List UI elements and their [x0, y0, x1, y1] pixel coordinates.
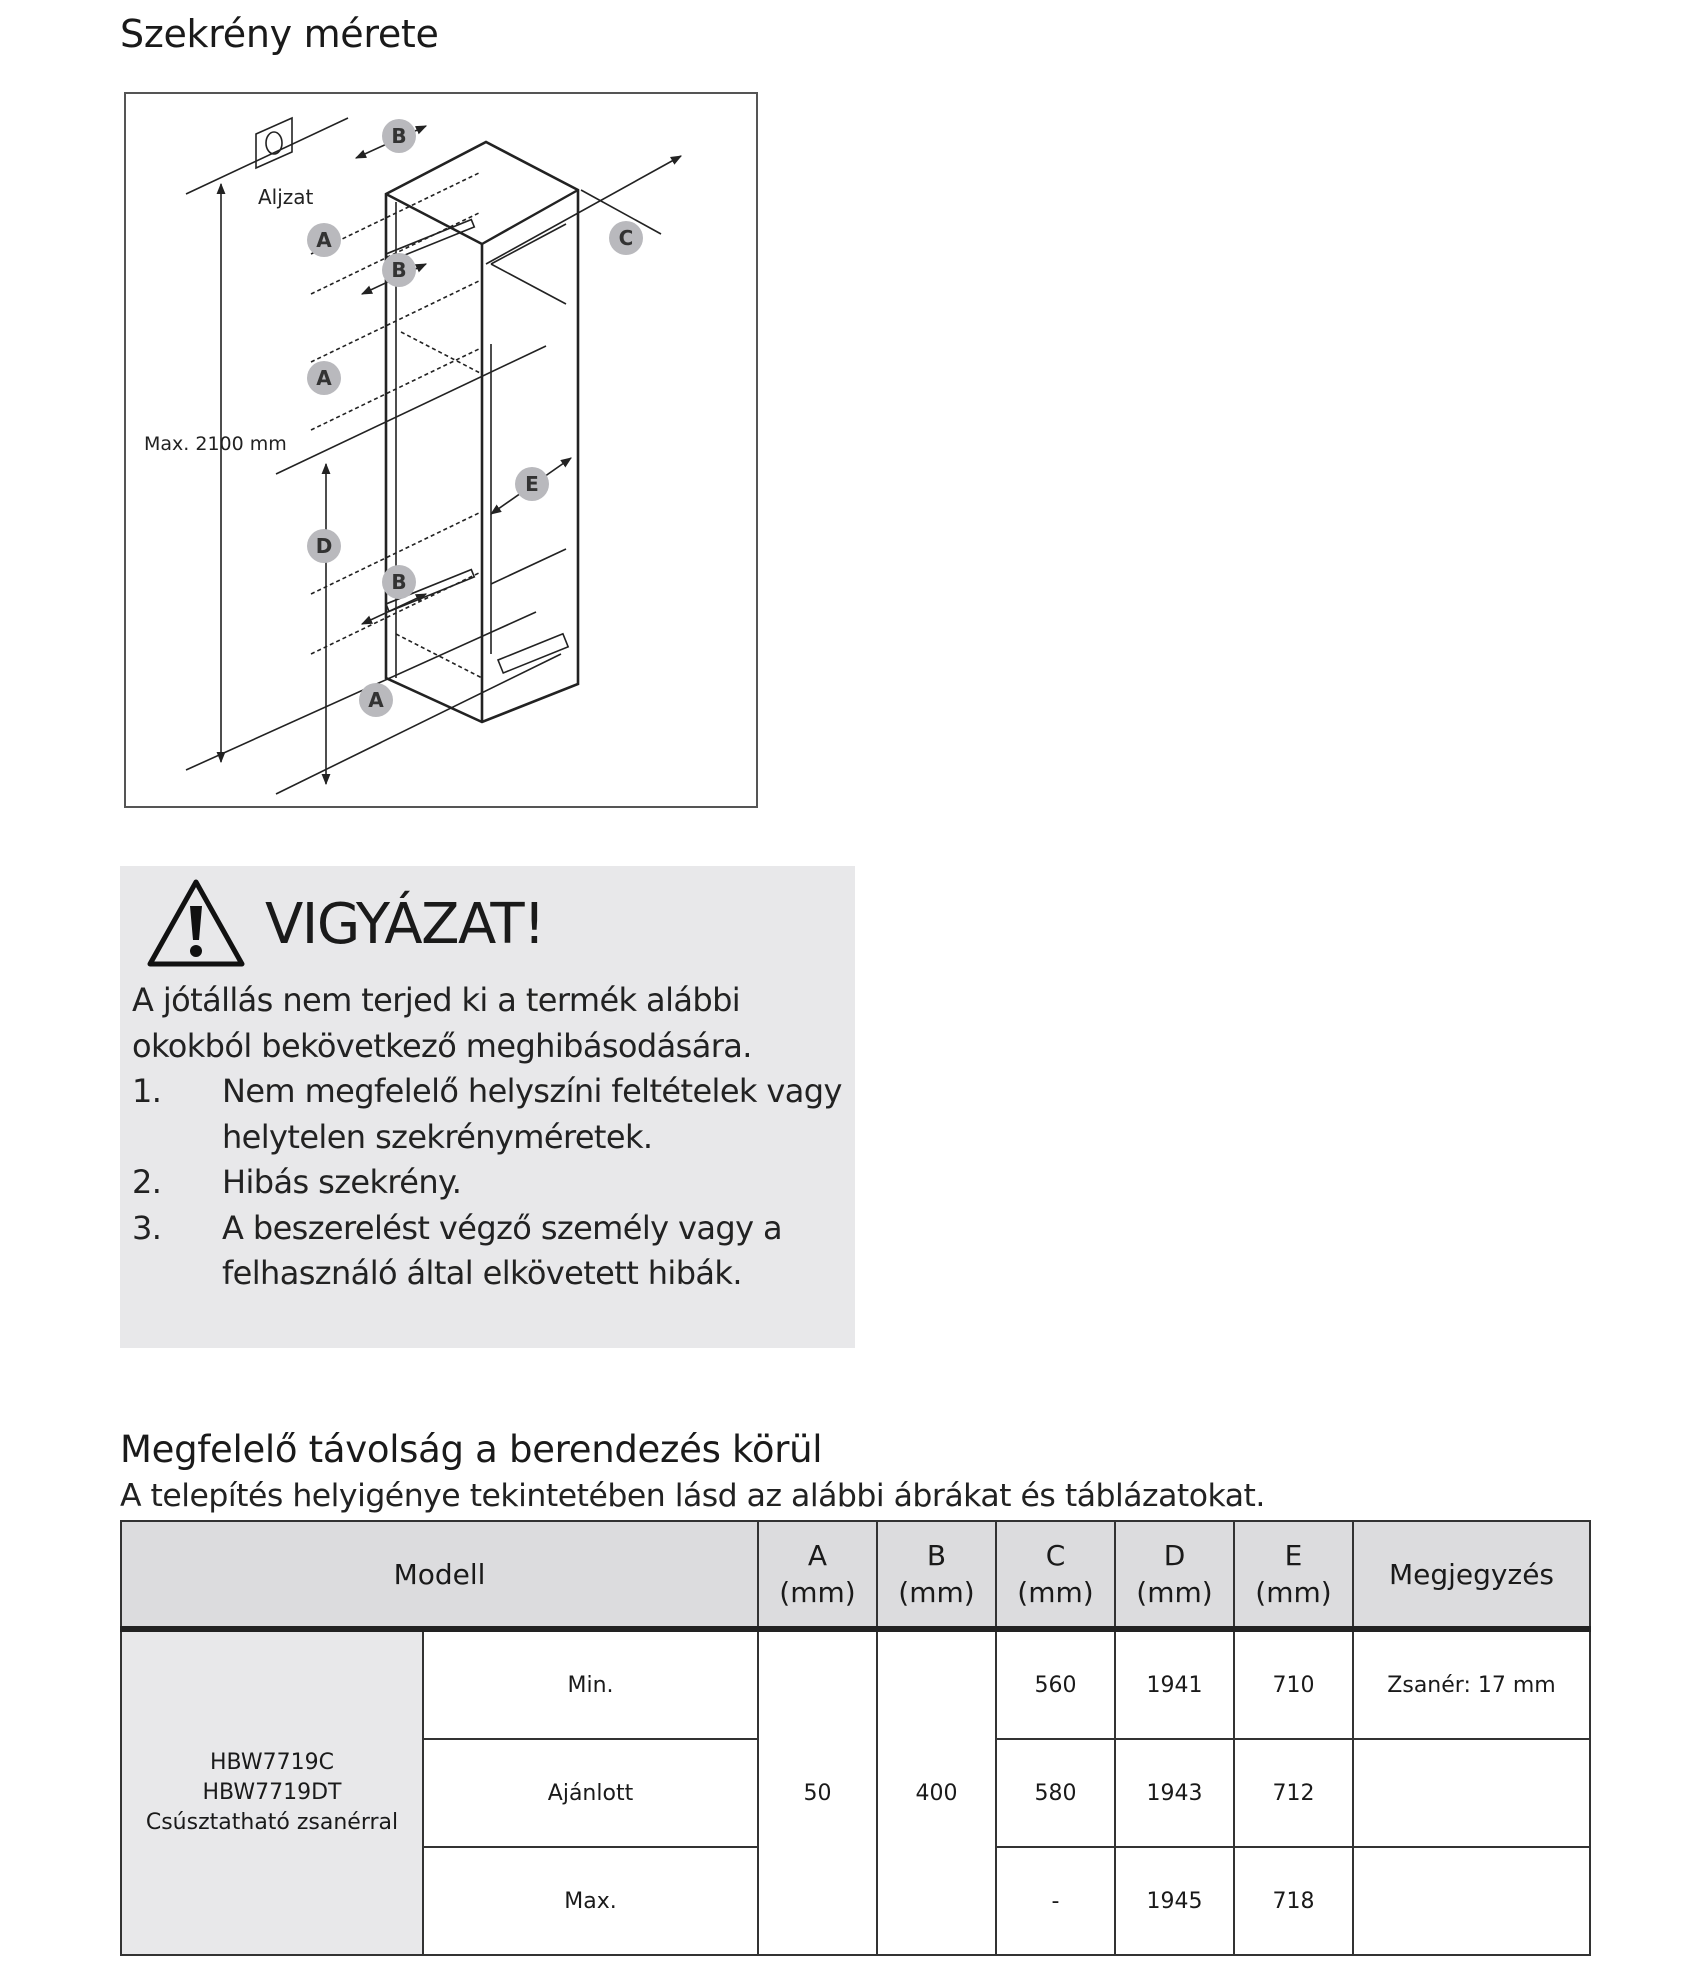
warning-list: [132, 1069, 847, 1297]
warning-item-text: Nem megfelelő helyszíni feltételek vagy helytelen szekrényméretek.: [222, 1072, 842, 1156]
value-c: 560: [996, 1629, 1115, 1739]
table-row: [121, 1629, 1590, 1739]
header-b: B (mm): [877, 1521, 996, 1629]
value-c: 580: [996, 1739, 1115, 1847]
label-a-bottom: A: [368, 688, 384, 712]
warning-item-2: [132, 1160, 847, 1206]
cabinet-diagram: [124, 92, 758, 808]
header-model: Modell: [121, 1521, 758, 1629]
table-header-row: [121, 1521, 1590, 1629]
header-c: C (mm): [996, 1521, 1115, 1629]
warning-triangle-icon: [144, 876, 248, 972]
value-e: 710: [1234, 1629, 1353, 1739]
label-b-top: B: [391, 124, 407, 148]
row-label: Max.: [423, 1847, 758, 1955]
warning-title: VIGYÁZAT!: [265, 892, 545, 957]
warning-item-number: 3.: [132, 1208, 162, 1247]
value-d: 1943: [1115, 1739, 1234, 1847]
row-label: Min.: [423, 1629, 758, 1739]
value-note: [1353, 1739, 1590, 1847]
label-a-middle: A: [316, 366, 332, 390]
value-e: 718: [1234, 1847, 1353, 1955]
warning-intro: A jótállás nem terjed ki a termék alábbi okokból bekövetkező meghibásodására.: [132, 981, 752, 1065]
model-cell: HBW7719C HBW7719DT Csúsztatható zsanérral: [121, 1629, 423, 1955]
header-e: E (mm): [1234, 1521, 1353, 1629]
warning-box: [120, 866, 855, 1348]
value-b: 400: [877, 1629, 996, 1955]
warning-item-number: 1.: [132, 1072, 162, 1110]
header-note: Megjegyzés: [1353, 1521, 1590, 1629]
warning-item-1: [132, 1069, 847, 1160]
value-d: 1941: [1115, 1629, 1234, 1739]
header-a: A (mm): [758, 1521, 877, 1629]
max-height-label: Max. 2100 mm: [144, 433, 287, 455]
socket-label: Aljzat: [258, 185, 314, 209]
warning-item-3: [132, 1206, 847, 1297]
label-b-middle: B: [391, 258, 407, 282]
dimensions-table: [120, 1520, 1591, 1956]
label-c: C: [618, 226, 634, 250]
label-d: D: [315, 534, 333, 558]
section-title-clearance: Megfelelő távolság a berendezés körül: [120, 1428, 823, 1471]
label-a-top: A: [316, 228, 332, 252]
row-label: Ajánlott: [423, 1739, 758, 1847]
warning-item-text: A beszerelést végző személy vagy a felhasználó által elkövetett hibák.: [222, 1208, 783, 1292]
value-c: -: [996, 1847, 1115, 1955]
label-e: E: [525, 472, 539, 496]
label-b-bottom: B: [391, 570, 407, 594]
value-note: [1353, 1847, 1590, 1955]
socket-icon: [256, 118, 292, 168]
warning-item-number: 2.: [132, 1163, 162, 1201]
warning-item-text: Hibás szekrény.: [222, 1163, 462, 1201]
section-title-cabinet-size: Szekrény mérete: [120, 12, 439, 56]
value-e: 712: [1234, 1739, 1353, 1847]
warning-text: [132, 978, 847, 1297]
cabinet-drawing: [126, 94, 756, 806]
value-a: 50: [758, 1629, 877, 1955]
section-subtitle: A telepítés helyigénye tekintetében lásd az alábbi ábrákat és táblázatokat.: [120, 1478, 1265, 1514]
header-d: D (mm): [1115, 1521, 1234, 1629]
value-note: Zsanér: 17 mm: [1353, 1629, 1590, 1739]
value-d: 1945: [1115, 1847, 1234, 1955]
